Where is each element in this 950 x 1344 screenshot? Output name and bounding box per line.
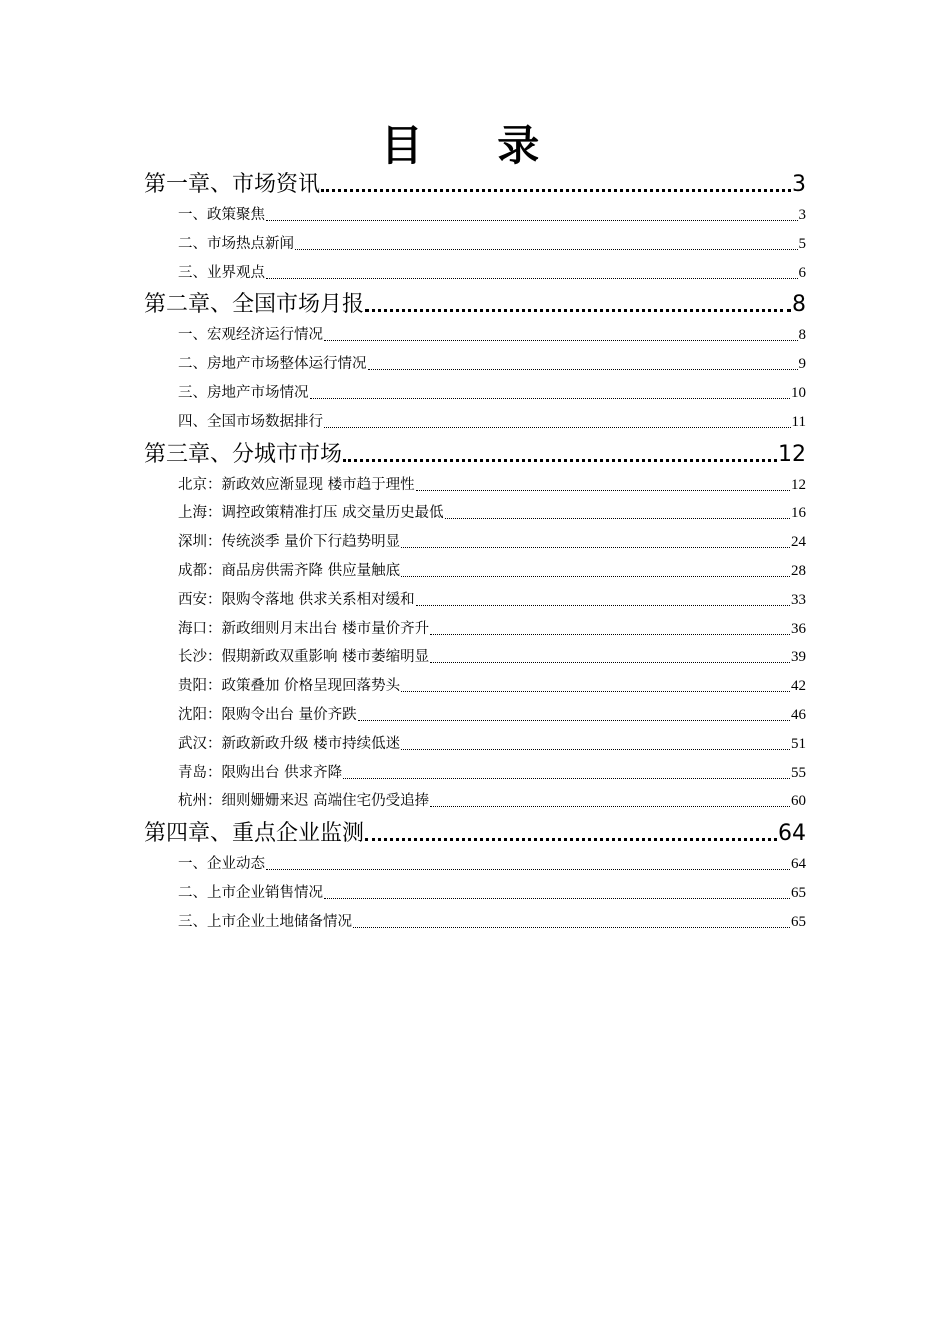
dot-leader [266, 869, 790, 870]
toc-entry-label: 三、业界观点 [178, 264, 265, 281]
dot-leader [343, 459, 777, 462]
dot-leader [353, 927, 790, 928]
dot-leader [358, 720, 790, 721]
dot-leader [401, 749, 790, 750]
toc-entry-label: 沈阳：限购令出台 量价齐跌 [178, 707, 357, 723]
toc-entry-label: 海口：新政细则月末出台 楼市量价齐升 [178, 620, 430, 637]
toc-entry-label: 二、房地产市场整体运行情况 [178, 356, 367, 373]
toc-entry-label: 第四章、重点企业监测 [144, 821, 365, 847]
toc-page-number: 39 [791, 649, 806, 666]
toc-chapter-entry[interactable] [144, 290, 806, 320]
toc-page-number: 3 [792, 172, 806, 197]
toc-section-entry[interactable] [178, 474, 806, 496]
dot-leader [430, 634, 790, 635]
dot-leader [324, 898, 790, 899]
toc-page-number: 46 [791, 707, 806, 723]
toc-title: 目 录 [380, 121, 570, 170]
toc-page-number: 55 [791, 764, 806, 781]
toc-section-entry[interactable] [178, 618, 806, 640]
toc-section-entry[interactable] [178, 560, 806, 582]
dot-leader [365, 309, 791, 312]
toc-chapter-entry[interactable] [144, 819, 806, 849]
dot-leader [324, 340, 798, 341]
toc-section-entry[interactable] [178, 790, 806, 812]
dot-leader [445, 518, 790, 519]
toc-entry-label: 三、上市企业土地储备情况 [178, 913, 352, 930]
toc-section-entry[interactable] [178, 411, 806, 433]
dot-leader [310, 398, 791, 399]
toc-entry-label: 第三章、分城市市场 [144, 441, 343, 467]
toc-section-entry[interactable] [178, 762, 806, 784]
toc-entry-label: 长沙：假期新政双重影响 楼市萎缩明显 [178, 649, 430, 666]
toc-page-number: 6 [798, 264, 806, 281]
toc-entry-label: 杭州：细则姗姗来迟 高端住宅仍受追捧 [178, 793, 430, 810]
toc-page-number: 36 [791, 620, 806, 637]
toc-page-number: 8 [792, 292, 806, 318]
toc-entry-label: 武汉：新政新政升级 楼市持续低迷 [178, 735, 401, 752]
toc-entry-label: 成都：商品房供需齐降 供应量触底 [178, 563, 401, 579]
toc-page-number: 12 [791, 476, 806, 493]
toc-page-number: 42 [791, 678, 806, 695]
dot-leader [321, 189, 791, 192]
toc-entry-label: 四、全国市场数据排行 [178, 413, 323, 430]
dot-leader [368, 369, 798, 370]
dot-leader [401, 547, 790, 548]
toc-page-number: 8 [798, 327, 806, 344]
toc-section-entry[interactable] [178, 262, 806, 284]
toc-section-entry[interactable] [178, 233, 806, 255]
dot-leader [365, 838, 777, 841]
toc-section-entry[interactable] [178, 589, 806, 611]
toc-section-entry[interactable] [178, 704, 806, 726]
toc-entry-label: 二、市场热点新闻 [178, 235, 294, 252]
toc-section-entry[interactable] [178, 531, 806, 553]
toc-entry-label: 三、房地产市场情况 [178, 385, 309, 401]
dot-leader [416, 605, 790, 606]
toc-chapter-entry[interactable] [144, 170, 806, 200]
toc-page-number: 9 [798, 356, 806, 373]
toc-entry-label: 上海：调控政策精准打压 成交量历史最低 [178, 505, 444, 522]
toc-page-number: 11 [791, 413, 806, 430]
toc-section-entry[interactable] [178, 204, 806, 226]
toc-entry-label: 第二章、全国市场月报 [144, 292, 365, 318]
dot-leader [430, 806, 790, 807]
toc-entry-label: 深圳：传统淡季 量价下行趋势明显 [178, 534, 401, 551]
toc-page-number: 12 [778, 441, 806, 467]
toc-page-number: 3 [798, 207, 806, 223]
toc-section-entry[interactable] [178, 382, 806, 404]
dot-leader [416, 490, 790, 491]
dot-leader [401, 691, 790, 692]
dot-leader [295, 249, 798, 250]
toc-page-number: 10 [791, 385, 806, 401]
dot-leader [401, 576, 790, 577]
toc-section-entry[interactable] [178, 502, 806, 524]
dot-leader [343, 778, 790, 779]
toc-section-entry[interactable] [178, 882, 806, 904]
dot-leader [430, 662, 790, 663]
toc-section-entry[interactable] [178, 733, 806, 755]
toc-entry-label: 北京：新政效应渐显现 楼市趋于理性 [178, 476, 415, 493]
dot-leader [324, 427, 791, 428]
dot-leader [266, 278, 798, 279]
toc-page-number: 24 [791, 534, 806, 551]
toc-page-number: 28 [791, 563, 806, 579]
toc-page-number: 64 [778, 821, 806, 847]
toc-page-number: 33 [791, 591, 806, 608]
toc-entry-label: 第一章、市场资讯 [144, 172, 321, 197]
toc-section-entry[interactable] [178, 675, 806, 697]
toc-chapter-entry[interactable] [144, 440, 806, 470]
toc-page-number: 51 [791, 735, 806, 752]
toc-section-entry[interactable] [178, 324, 806, 346]
toc-section-entry[interactable] [178, 853, 806, 875]
toc-entry-label: 一、企业动态 [178, 856, 265, 873]
toc-page-number: 65 [791, 913, 806, 930]
toc-page-number: 65 [791, 885, 806, 901]
toc-entry-label: 贵阳：政策叠加 价格呈现回落势头 [178, 678, 401, 695]
dot-leader [266, 220, 798, 221]
toc-entry-label: 一、宏观经济运行情况 [178, 327, 323, 344]
toc-page-number: 16 [791, 505, 806, 522]
toc-page-number: 64 [791, 856, 806, 873]
toc-entry-label: 二、上市企业销售情况 [178, 885, 323, 901]
toc-section-entry[interactable] [178, 911, 806, 933]
toc-section-entry[interactable] [178, 353, 806, 375]
toc-page-number: 5 [798, 235, 806, 252]
toc-entry-label: 青岛：限购出台 供求齐降 [178, 764, 343, 781]
toc-entry-label: 西安：限购令落地 供求关系相对缓和 [178, 591, 415, 608]
toc-page-number: 60 [791, 793, 806, 810]
toc-section-entry[interactable] [178, 646, 806, 668]
toc-entry-label: 一、政策聚焦 [178, 207, 265, 223]
